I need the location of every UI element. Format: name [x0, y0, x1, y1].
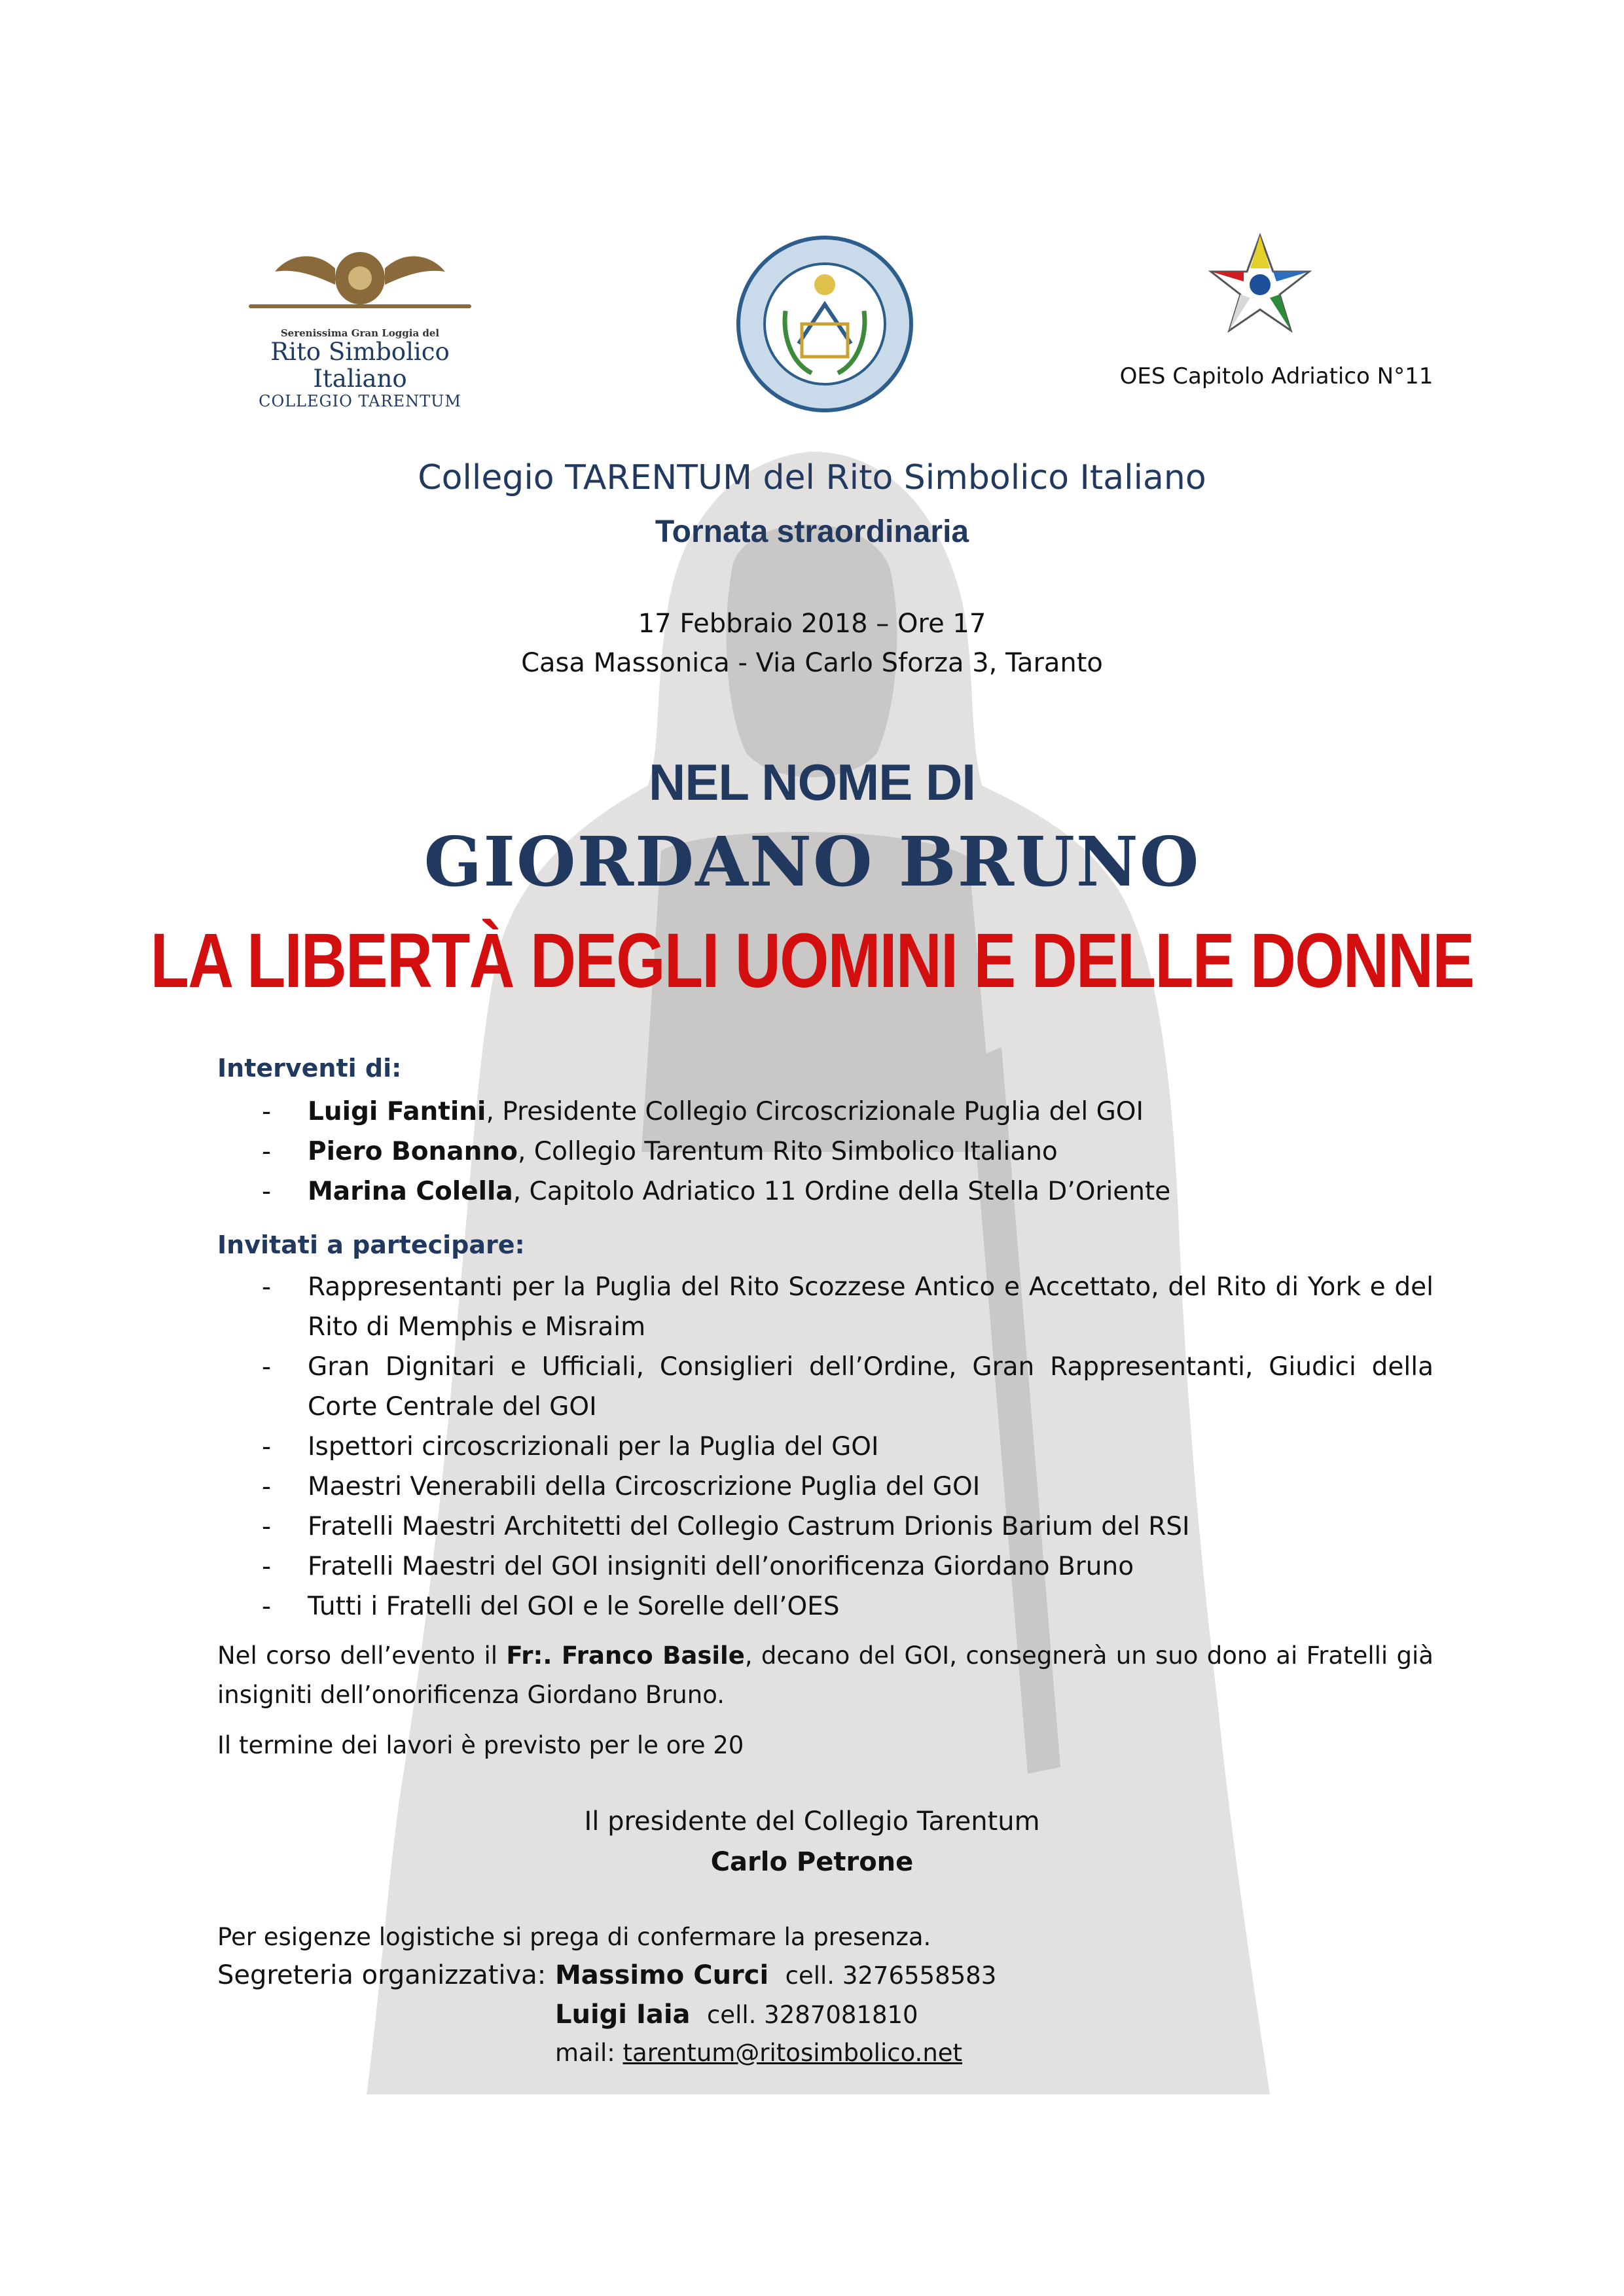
contacts-label: Segreteria organizzativa: — [217, 1960, 547, 1990]
contact-person — [555, 1960, 996, 1990]
event-note — [217, 1636, 1434, 1715]
list-item: - Piero Bonanno, Collegio Tarentum Rito Simbolico Italiano — [262, 1137, 1058, 1166]
invitee-text: Maestri Venerabili della Circoscrizione Puglia del GOI — [308, 1472, 981, 1501]
invitee-text: Tutti i Fratelli del GOI e le Sorelle dell’OES — [308, 1592, 840, 1621]
title-line-3: LA LIBERTÀ DEGLI UOMINI E DELLE DONNE — [150, 918, 1474, 1004]
interventi-heading: Interventi di: — [217, 1054, 402, 1083]
speaker-name: Marina Colella — [308, 1177, 513, 1206]
signer-name: Carlo Petrone — [710, 1847, 914, 1877]
eagle-crest-icon — [223, 242, 497, 321]
list-item: - Tutti i Fratelli del GOI e le Sorelle dell’OES — [262, 1592, 840, 1621]
rito-simbolico-logo — [223, 242, 497, 411]
oes-star-emblem-icon — [1204, 232, 1316, 344]
collegio-circoscrizionale-seal-icon — [730, 232, 920, 416]
event-place: Casa Massonica - Via Carlo Sforza 3, Taranto — [521, 648, 1103, 678]
list-item: - Marina Colella, Capitolo Adriatico 11 Ordine della Stella D’Oriente — [262, 1177, 1171, 1206]
speaker-role: , Capitolo Adriatico 11 Ordine della Stella D’Oriente — [513, 1177, 1171, 1206]
list-item: - Ispettori circoscrizionali per la Puglia del GOI — [262, 1432, 879, 1462]
contact-mail-row — [555, 2039, 962, 2067]
event-note-after: , decano del GOI, consegnerà un suo dono ai Fratelli già insigniti dell’onorificenza Giordano Bruno. — [217, 1641, 1434, 1709]
speaker-name: Piero Bonanno — [308, 1137, 518, 1166]
org-title: Collegio TARENTUM del Rito Simbolico Italiano — [418, 458, 1206, 497]
list-item: - Gran Dignitari e Ufficiali, Consiglieri dell’Ordine, Gran Rappresentanti, Giudici della Corte Centrale del GOI — [262, 1352, 1434, 1422]
invitee-text: Gran Dignitari e Ufficiali, Consiglieri dell’Ordine, Gran Rappresentanti, Giudici della Corte Centrale del GOI — [308, 1352, 1434, 1422]
invitee-text: Fratelli Maestri del GOI insigniti dell’onorificenza Giordano Bruno — [308, 1552, 1134, 1581]
contacts-intro: Per esigenze logistiche si prega di confermare la presenza. — [217, 1923, 931, 1951]
logo-left-college: COLLEGIO TARENTUM — [259, 392, 461, 411]
invitati-list — [262, 1267, 1434, 1626]
event-note-bold: Fr:. Franco Basile — [506, 1641, 745, 1670]
invitee-text: Rappresentanti per la Puglia del Rito Scozzese Antico e Accettato, del Rito di York e del Rito di Memphis e Misraim — [308, 1272, 1434, 1342]
logo-left-name: Rito Simbolico Italiano — [270, 338, 450, 393]
speaker-role: , Presidente Collegio Circoscrizionale Puglia del GOI — [486, 1097, 1144, 1126]
title-line-1: NEL NOME DI — [649, 753, 975, 811]
list-item: - Fratelli Maestri del GOI insigniti dell’onorificenza Giordano Bruno — [262, 1552, 1134, 1581]
invitee-text: Ispettori circoscrizionali per la Puglia del GOI — [308, 1432, 879, 1462]
list-item: - Luigi Fantini, Presidente Collegio Circoscrizionale Puglia del GOI — [262, 1097, 1144, 1126]
mail-label: mail: — [555, 2039, 623, 2067]
end-note: Il termine dei lavori è previsto per le ore 20 — [217, 1731, 744, 1759]
list-item: - Maestri Venerabili della Circoscrizione Puglia del GOI — [262, 1472, 981, 1501]
title-line-2: GIORDANO BRUNO — [424, 821, 1200, 902]
oes-caption: OES Capitolo Adriatico N°11 — [1119, 363, 1434, 389]
contact-phone: cell. 3276558583 — [785, 1962, 997, 1990]
list-item: - Fratelli Maestri Architetti del Collegio Castrum Drionis Barium del RSI — [262, 1512, 1190, 1541]
event-subtitle: Tornata straordinaria — [655, 514, 969, 549]
contact-name: Massimo Curci — [555, 1960, 769, 1990]
speaker-name: Luigi Fantini — [308, 1097, 486, 1126]
invitati-heading: Invitati a partecipare: — [217, 1230, 525, 1259]
list-item: - Rappresentanti per la Puglia del Rito Scozzese Antico e Accettato, del Rito di York e del Rito di Memphis e Misraim — [262, 1272, 1434, 1342]
mail-link[interactable]: tarentum@ritosimbolico.net — [623, 2039, 963, 2067]
logo-left-subtitle: Serenissima Gran Loggia del — [280, 327, 440, 339]
invitee-text: Fratelli Maestri Architetti del Collegio Castrum Drionis Barium del RSI — [308, 1512, 1190, 1541]
interventi-list — [262, 1092, 1434, 1211]
event-date-time: 17 Febbraio 2018 – Ore 17 — [638, 609, 986, 639]
contact-phone: cell. 3287081810 — [706, 2001, 918, 2029]
contact-name: Luigi Iaia — [555, 2000, 691, 2030]
contact-person — [555, 2000, 918, 2030]
signer-role: Il presidente del Collegio Tarentum — [584, 1806, 1040, 1837]
speaker-role: , Collegio Tarentum Rito Simbolico Italiano — [517, 1137, 1058, 1166]
event-note-before: Nel corso dell’evento il — [217, 1641, 507, 1670]
